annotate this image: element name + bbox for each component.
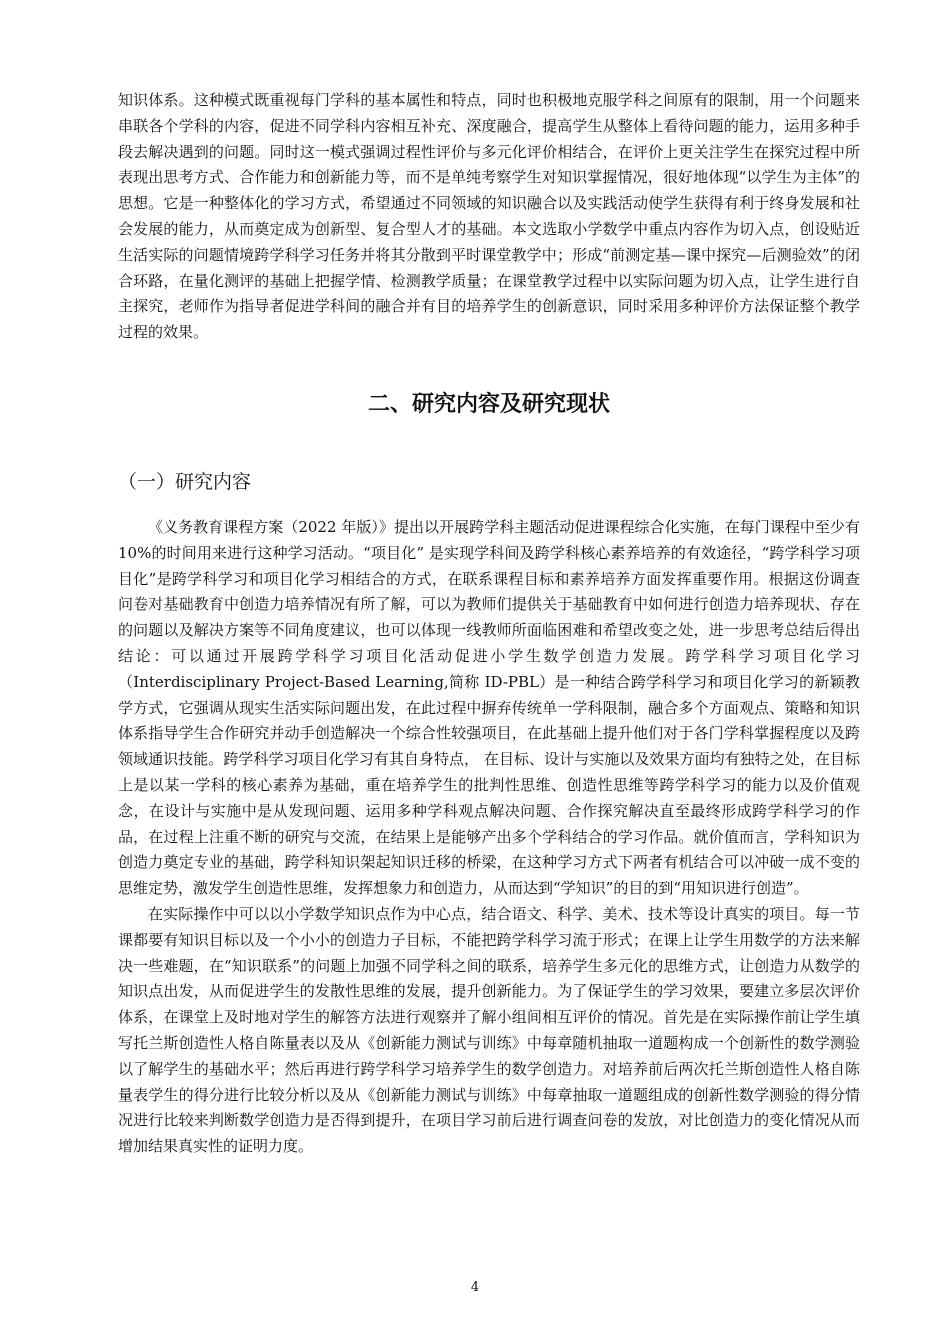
page-number: 4 (470, 1280, 480, 1295)
subsection-heading: （一）研究内容 (118, 470, 252, 493)
section-heading: 二、研究内容及研究现状 (367, 391, 610, 417)
page-content (118, 88, 860, 1160)
intro-paragraph: 知识体系。这种模式既重视每门学科的基本属性和特点，同时也积极地克服学科之间原有的限制，用一个问题来串联各个学科的内容，促进不同学科内容相互补充、深度融合，提高学生从整体上看待问题的能力，运用多种手段去解决遇到的问题。同时这一模式强调过程性评价与多元化评价相结合，在评价上更关注学生在探究过程中所表现出思考方式、合作能力和创新能力等，而不是单纯考察学生对知识掌握情况，很好地体现“以学生为主体”的思想。它是一种整体化的学习方式，希望通过不同领域的知识融合以及实践活动使学生获得有利于终身发展和社会发展的能力，从而奠定成为创新型、复合型人才的基础。本文选取小学数学中重点内容作为切入点，创设贴近生活实际的问题情境跨学科学习任务并将其分散到平时课堂教学中；形成“前测定基—课中探究—后测验效”的闭合环路，在量化测评的基础上把握学情、检测教学质量；在课堂教学过程中以实际问题为切入点，让学生进行自主探究，老师作为指导者促进学科间的融合并有目的培养学生的创新意识，同时采用多种评价方法保证整个教学过程的效果。 (118, 91, 860, 342)
body-paragraph: 在实际操作中可以以小学数学知识点作为中心点，结合语文、科学、美术、技术等设计真实的项目。每一节课都要有知识目标以及一个小小的创造力子目标，不能把跨学科学习流于形式；在课上让学生用数学的方法来解决一些难题，在“知识联系”的问题上加强不同学科之间的联系，培养学生多元化的思维方式，让创造力从数学的知识点出发，从而促进学生的发散性思维的发展，提升创新能力。为了保证学生的学习效果，要建立多层次评价体系，在课堂上及时地对学生的解答方法进行观察并了解小组间相互评价的情况。首先是在实际操作前让学生填写托兰斯创造性人格自陈量表以及从《创新能力测试与训练》中每章随机抽取一道题构成一个创新性的数学测验以了解学生的基础水平；然后再进行跨学科学习培养学生的数学创造力。对培养前后两次托兰斯创造性人格自陈量表学生的得分进行比较分析以及从《创新能力测试与训练》中每章抽取一道题组成的创新性数学测验的得分情况进行比较来判断数学创造力是否得到提升，在项目学习前后进行调查问卷的发放，对比创造力的变化情况从而增加结果真实性的证明力度。 (118, 904, 860, 1156)
body-paragraph: 《义务教育课程方案（2022 年版）》提出以开展跨学科主题活动促进课程综合化实施，在每门课程中至少有 10%的时间用来进行这种学习活动。“项目化” 是实现学科间及跨学科核心素养培养的有效途径，“跨学科学习项目化”是跨学科学习和项目化学习相结合的方式，在联系课程目标和素养培养方面发挥重要作用。根据这份调查问卷对基础教育中创造力培养情况有所了解，可以为教师们提供关于基础教育中如何进行创造力培养现状、存在的问题以及解决方案等不同角度建议，也可以体现一线教师所面临困难和希望改变之处，进一步思考总结后得出结论：可以通过开展跨学科学习项目化活动促进小学生数学创造力发展。跨学科学习项目化学习（Interdisciplinary Project-Based Learning,简称 ID-PBL）是一种结合跨学科学习和项目化学习的新颖教学方式，它强调从现实生活实际问题出发，在此过程中摒弃传统单一学科限制，融合多个方面观点、策略和知识体系指导学生合作研究并动手创造解决一个综合性较强项目，在此基础上提升他们对于各门学科掌握程度以及跨领域通识技能。跨学科学习项目化学习有其自身特点， 在目标、设计与实施以及效果方面均有独特之处，在目标上是以某一学科的核心素养为基础，重在培养学生的批判性思维、创造性思维等跨学科学习的能力以及价值观念，在设计与实施中是从发现问题、运用多种学科观点解决问题、合作探究解决直至最终形成跨学科学习的作品，在过程上注重不断的研究与交流，在结果上是能够产出多个学科结合的学习作品。就价值而言，学科知识为创造力奠定专业的基础，跨学科知识架起知识迁移的桥梁，在这种学习方式下两者有机结合可以冲破一成不变的思维定势，激发学生创造性思维，发挥想象力和创造力，从而达到“学知识”的目的到“用知识进行创造”。 (118, 517, 860, 898)
